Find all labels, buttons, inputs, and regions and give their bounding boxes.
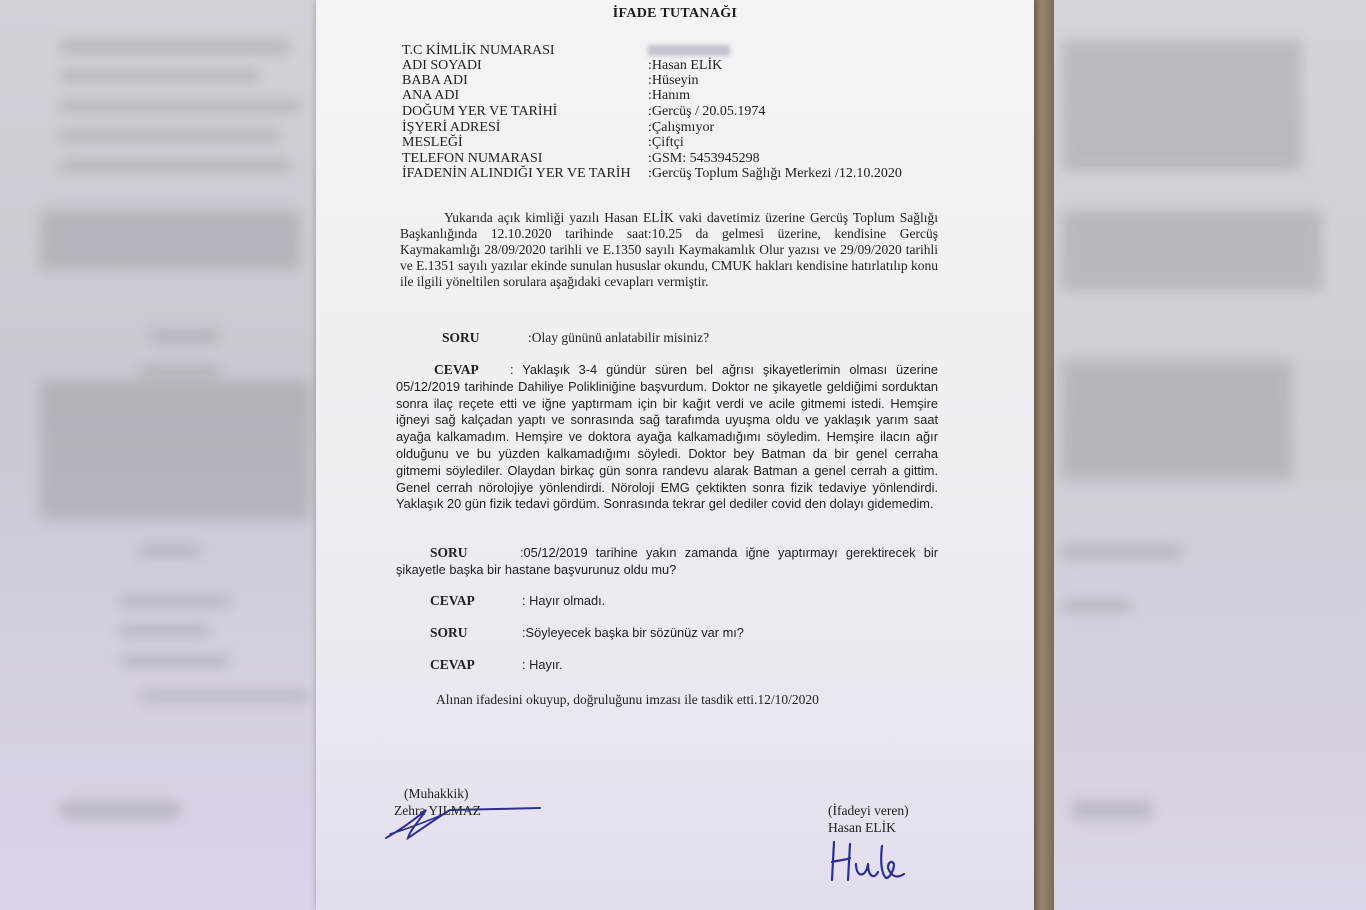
field-value: :Hasan ELİK (648, 58, 723, 73)
field-father-name (402, 73, 699, 89)
field-tc-number (402, 43, 730, 59)
field-label: DOĞUM YER VE TARİHİ (402, 104, 558, 119)
investigator-signature (380, 790, 550, 850)
qa-text: : Hayır olmadı. (522, 593, 606, 608)
field-value: :Çiftçi (648, 135, 684, 150)
question-2 (396, 545, 938, 579)
qa-text: :05/12/2019 tarihine yakın zamanda iğne yaptırmayı gerektirecek bir şikayetle başka bir hastane başvurunuz oldu mu? (396, 545, 938, 577)
deponent-name: Hasan ELİK (828, 820, 896, 835)
question-3 (430, 625, 744, 642)
field-label: ANA ADI (402, 88, 460, 103)
investigator-role: (Muhakkik) (404, 786, 469, 801)
document-page (316, 0, 1034, 910)
field-workplace (402, 120, 714, 136)
qa-key: SORU (442, 330, 480, 345)
qa-text: : Hayır. (522, 657, 563, 672)
field-value: :GSM: 5453945298 (648, 151, 760, 166)
field-value: :Hüseyin (648, 73, 699, 88)
closing-statement: Alınan ifadesini okuyup, doğruluğunu imzası ile tasdik etti.12/10/2020 (436, 692, 819, 707)
blurred-background-left (0, 0, 316, 910)
qa-key: CEVAP (430, 657, 475, 672)
investigator-name: Zehra YILMAZ (394, 803, 481, 818)
field-statement-place (402, 166, 902, 182)
qa-key: CEVAP (434, 362, 479, 377)
field-value: :Gercüş Toplum Sağlığı Merkezi /12.10.2020 (648, 166, 902, 181)
qa-text: :Olay gününü anlatabilir misiniz? (528, 330, 710, 345)
field-occupation (402, 135, 684, 151)
qa-key: SORU (430, 625, 468, 640)
deponent-signature (822, 834, 922, 890)
document-title: İFADE TUTANAĞI (612, 6, 738, 21)
field-label: BABA ADI (402, 73, 468, 88)
deponent-role: (İfadeyi veren) (828, 803, 909, 818)
field-value: :Çalışmıyor (648, 120, 715, 135)
answer-3 (430, 657, 563, 674)
field-label: T.C KİMLİK NUMARASI (402, 43, 555, 58)
qa-text: :Söyleyecek başka bir sözünüz var mı? (522, 625, 744, 640)
field-value: :Gercüş / 20.05.1974 (648, 104, 766, 119)
answer-1 (396, 362, 938, 513)
field-label: MESLEĞİ (402, 135, 463, 150)
answer-2 (430, 593, 605, 610)
field-label: ADI SOYADI (402, 58, 482, 73)
qa-key: SORU (430, 545, 468, 560)
field-birth (402, 104, 765, 120)
qa-key: CEVAP (430, 593, 475, 608)
field-name (402, 58, 722, 74)
qa-text: : Yaklaşık 3-4 gündür süren bel ağrısı şikayetlerimin olması üzerine 05/12/2019 tarihinde Dahiliye Polikliniğine başvurdum. Doktor ne şikayetle geldiğimi sorduktan sonra ilaç reçete etti ve iğne yaptırmam için bir kağıt verdi ve acile gitmemi istedi. Hemşire iğneyi sağ kalçadan yaptı ve sonrasında sağ tarafımda uyuşma oldu ve yaklaşık yarım saat ayağa kalkamadım. Hemşire ve doktora ayağa kalkamadığımı söyledim. Hemşire ilacın ağır olduğunu ve bu yüzden kalkamadığımı söyledi. Doktor bey Batman da bir genel cerraha gitmemi söylediler. Olaydan birkaç gün sonra randevu alarak Batman a genel cerrah a gittim. Genel cerrah nörolojiye yönlendirdi. Nöroloji EMG çektikten sonra fizik tedaviye yönlendirdi. Yaklaşık 20 gün fizik tedavi gördüm. Sonrasında tekrar gel dediler covid den dolayı gidemedim. (396, 362, 938, 512)
question-1 (442, 330, 709, 346)
field-label: TELEFON NUMARASI (402, 151, 543, 166)
field-mother-name (402, 88, 690, 104)
field-label: İŞYERİ ADRESİ (402, 120, 501, 135)
blurred-background-right (1052, 0, 1366, 910)
redacted-value (648, 45, 730, 56)
field-label: İFADENİN ALINDIĞI YER VE TARİH (402, 166, 631, 181)
field-phone (402, 151, 760, 167)
field-value: :Hanım (648, 88, 690, 103)
intro-paragraph: Yukarıda açık kimliği yazılı Hasan ELİK vaki davetimiz üzerine Gercüş Toplum Sağlığı Başkanlığında 12.10.2020 tarihinde saat:10.25 da gelmesi üzerine, kendisine Gercüş Kaymakamlığı 28/09/2020 tarihli ve E.1350 sayılı Kaymakamlık Olur yazısı ve 29/09/2020 tarihli ve E.1351 sayılı yazılar ekinde sunulan hususlar okundu, CMUK hakları kendisine hatırlatılıp konu ile ilgili yöneltilen sorulara aşağıdaki cevapları vermiştir. (400, 210, 938, 289)
